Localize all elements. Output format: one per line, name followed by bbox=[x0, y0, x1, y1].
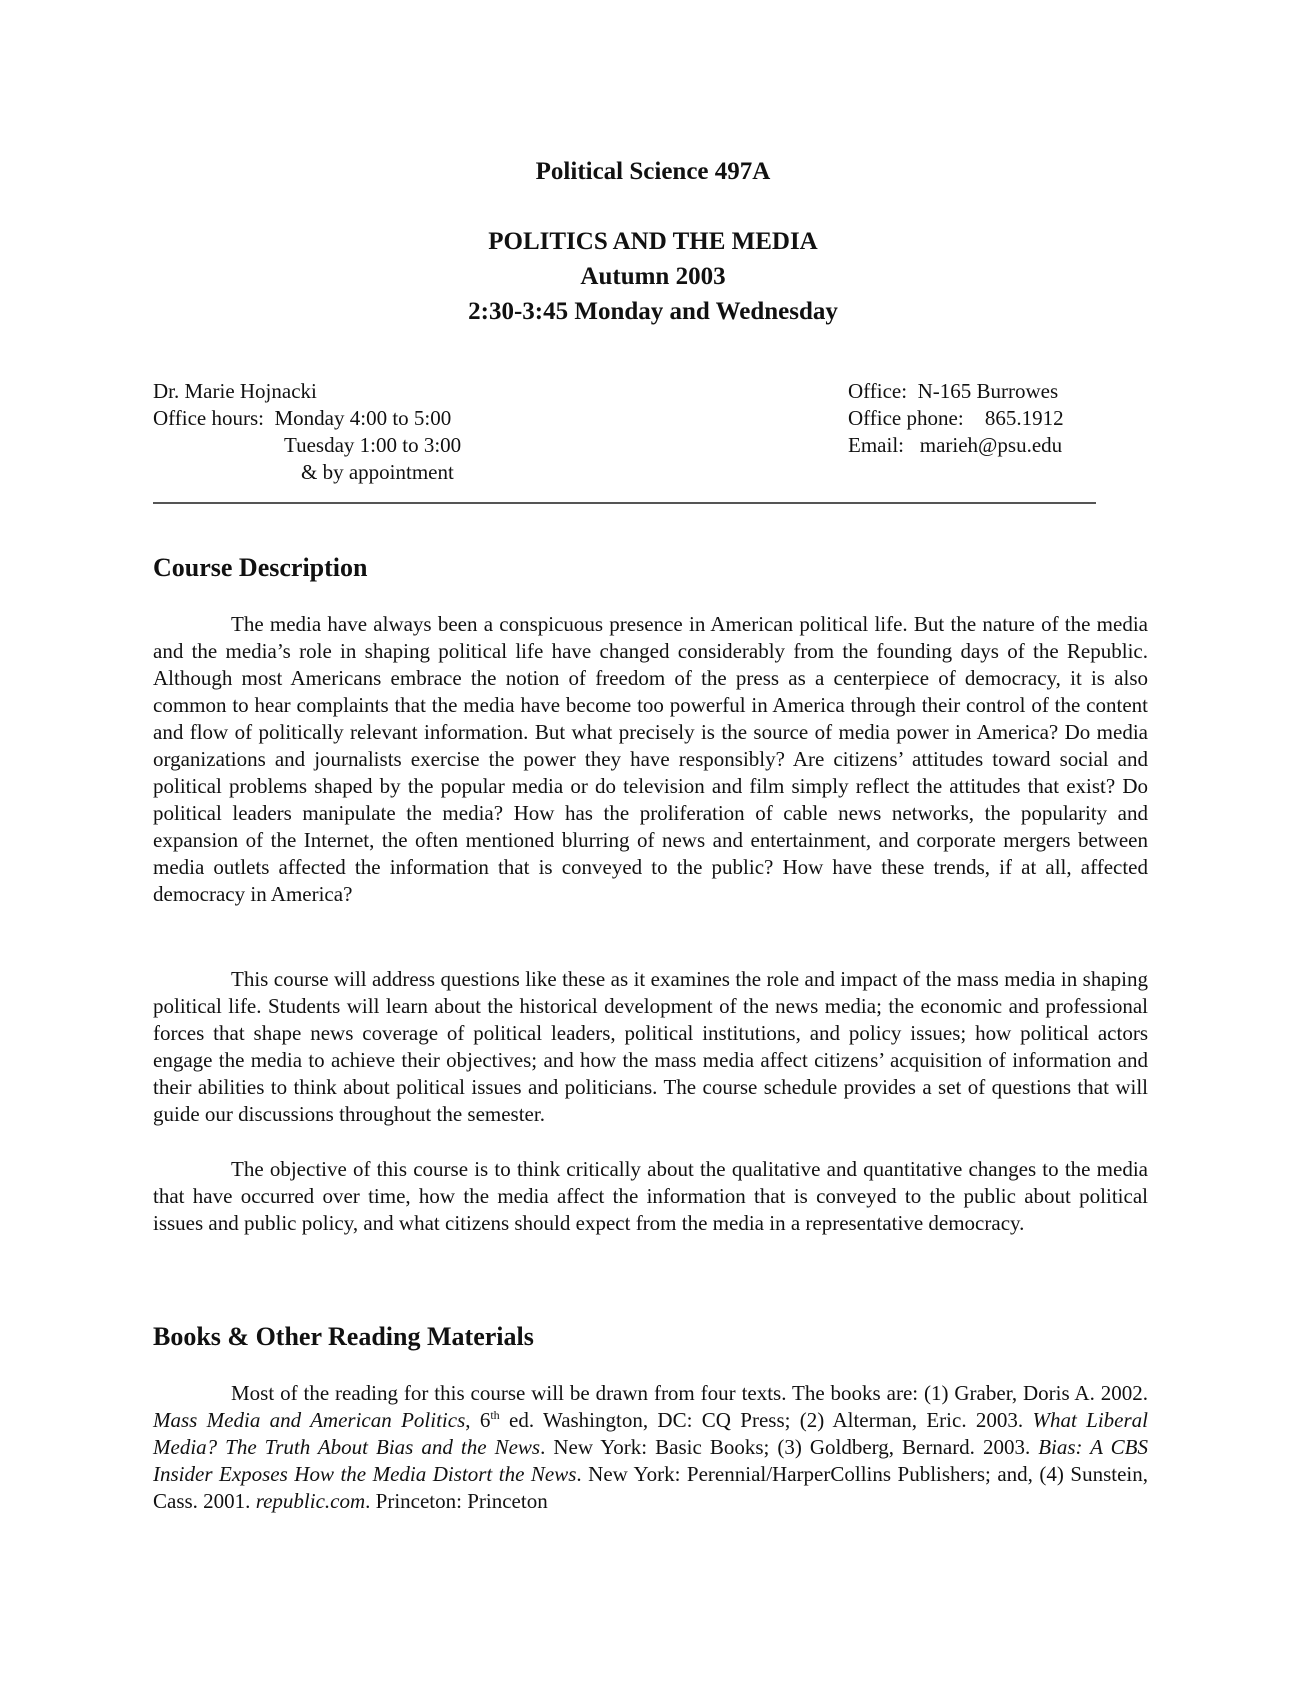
phone-label: Office phone: bbox=[848, 406, 964, 430]
description-paragraph-2: This course will address questions like these as it examines the role and impact of the mass media in shaping political life. Students will learn about the historical development of the news media; the economic and professional forces that shape news coverage of political leaders, political institutions, and policy issues; how political actors engage the media to achieve their objectives; and how the mass media affect citizens’ acquisition of information and their abilities to think about political issues and politicians. The course schedule provides a set of questions that will guide our discussions throughout the semester. bbox=[153, 967, 1148, 1126]
title-block bbox=[0, 224, 1306, 329]
instructor-info bbox=[153, 378, 461, 486]
description-paragraph-3: The objective of this course is to think critically about the qualitative and quantitative changes to the media that have occurred over time, how the media affect the information that is conveyed to the public about political issues and public policy, and what citizens should expect from the media in a representative democracy. bbox=[153, 1157, 1148, 1235]
book-1-edition: , 6 bbox=[465, 1408, 491, 1432]
course-schedule: 2:30-3:45 Monday and Wednesday bbox=[468, 298, 838, 325]
instructor-name: Dr. Marie Hojnacki bbox=[153, 379, 317, 403]
email-line bbox=[848, 432, 1064, 459]
book-1-publisher: Washington, DC: CQ Press; (2) Alterman, Eric. 2003. bbox=[534, 1408, 1033, 1432]
description-paragraph-1: The media have always been a conspicuous presence in American political life. But the nature of the media and the media’s role in shaping political life have changed considerably from the founding days of the Republic. Although most Americans embrace the notion of freedom of the press as a centerpiece of democracy, it is also common to hear complaints that the media have become too powerful in America through their control of the content and flow of politically relevant information. But what precisely is the source of media power in America? Do media organizations and journalists exercise the power they have responsibly? Are citizens’ attitudes toward social and political problems shaped by the popular media or do television and film simply reflect the attitudes that exist? Do political leaders manipulate the media? How has the proliferation of cable news networks, the popularity and expansion of the Internet, the often mentioned blurring of news and entertainment, and corporate mergers between media outlets affected the information that is conveyed to the public? How have these trends, if at all, affected democracy in America? bbox=[153, 612, 1148, 906]
books-paragraph bbox=[153, 1380, 1148, 1515]
course-description-heading: Course Description bbox=[153, 553, 368, 582]
office-hours-2: Tuesday 1:00 to 3:00 bbox=[284, 433, 462, 457]
course-number: Political Science 497A bbox=[535, 158, 771, 185]
book-4-title: republic.com bbox=[255, 1489, 366, 1513]
book-3-publisher: . New York: Perennial/HarperCollins Publishers; and, (4) Sunstein, Cass. 2001. bbox=[153, 1462, 1148, 1513]
book-3-title: Bias: A CBS Insider Exposes How the Media Distort the News bbox=[153, 1435, 1148, 1486]
office-line bbox=[848, 378, 1064, 405]
book-1-edition-suffix: ed. bbox=[499, 1408, 535, 1432]
book-4-publisher: . Princeton: Princeton bbox=[365, 1489, 548, 1513]
books-intro: Most of the reading for this course will be drawn from four texts. The books are: (1) Graber, Doris A. 2002. bbox=[231, 1381, 1148, 1405]
books-heading: Books & Other Reading Materials bbox=[153, 1322, 534, 1351]
office-hours-label: Office hours: bbox=[153, 406, 264, 430]
office-location: N-165 Burrowes bbox=[917, 379, 1059, 403]
course-title: POLITICS AND THE MEDIA bbox=[488, 228, 818, 255]
phone-line bbox=[848, 405, 1064, 432]
office-hours-line bbox=[153, 405, 461, 432]
email-label: Email: bbox=[848, 433, 904, 457]
contact-info bbox=[848, 378, 1064, 459]
book-2-publisher: . New York: Basic Books; (3) Goldberg, Bernard. 2003. bbox=[540, 1435, 1039, 1459]
header-divider bbox=[153, 502, 1096, 504]
course-term: Autumn 2003 bbox=[580, 263, 726, 290]
book-1-edition-sup: th bbox=[490, 1408, 500, 1422]
office-hours-1: Monday 4:00 to 5:00 bbox=[274, 406, 452, 430]
office-hours-3: & by appointment bbox=[301, 460, 454, 484]
book-2-title: What Liberal Media? The Truth About Bias and the News bbox=[153, 1408, 1148, 1459]
book-1-title: Mass Media and American Politics bbox=[153, 1408, 466, 1432]
phone-number: 865.1912 bbox=[984, 406, 1064, 430]
office-label: Office: bbox=[848, 379, 908, 403]
email-address: marieh@psu.edu bbox=[919, 433, 1063, 457]
